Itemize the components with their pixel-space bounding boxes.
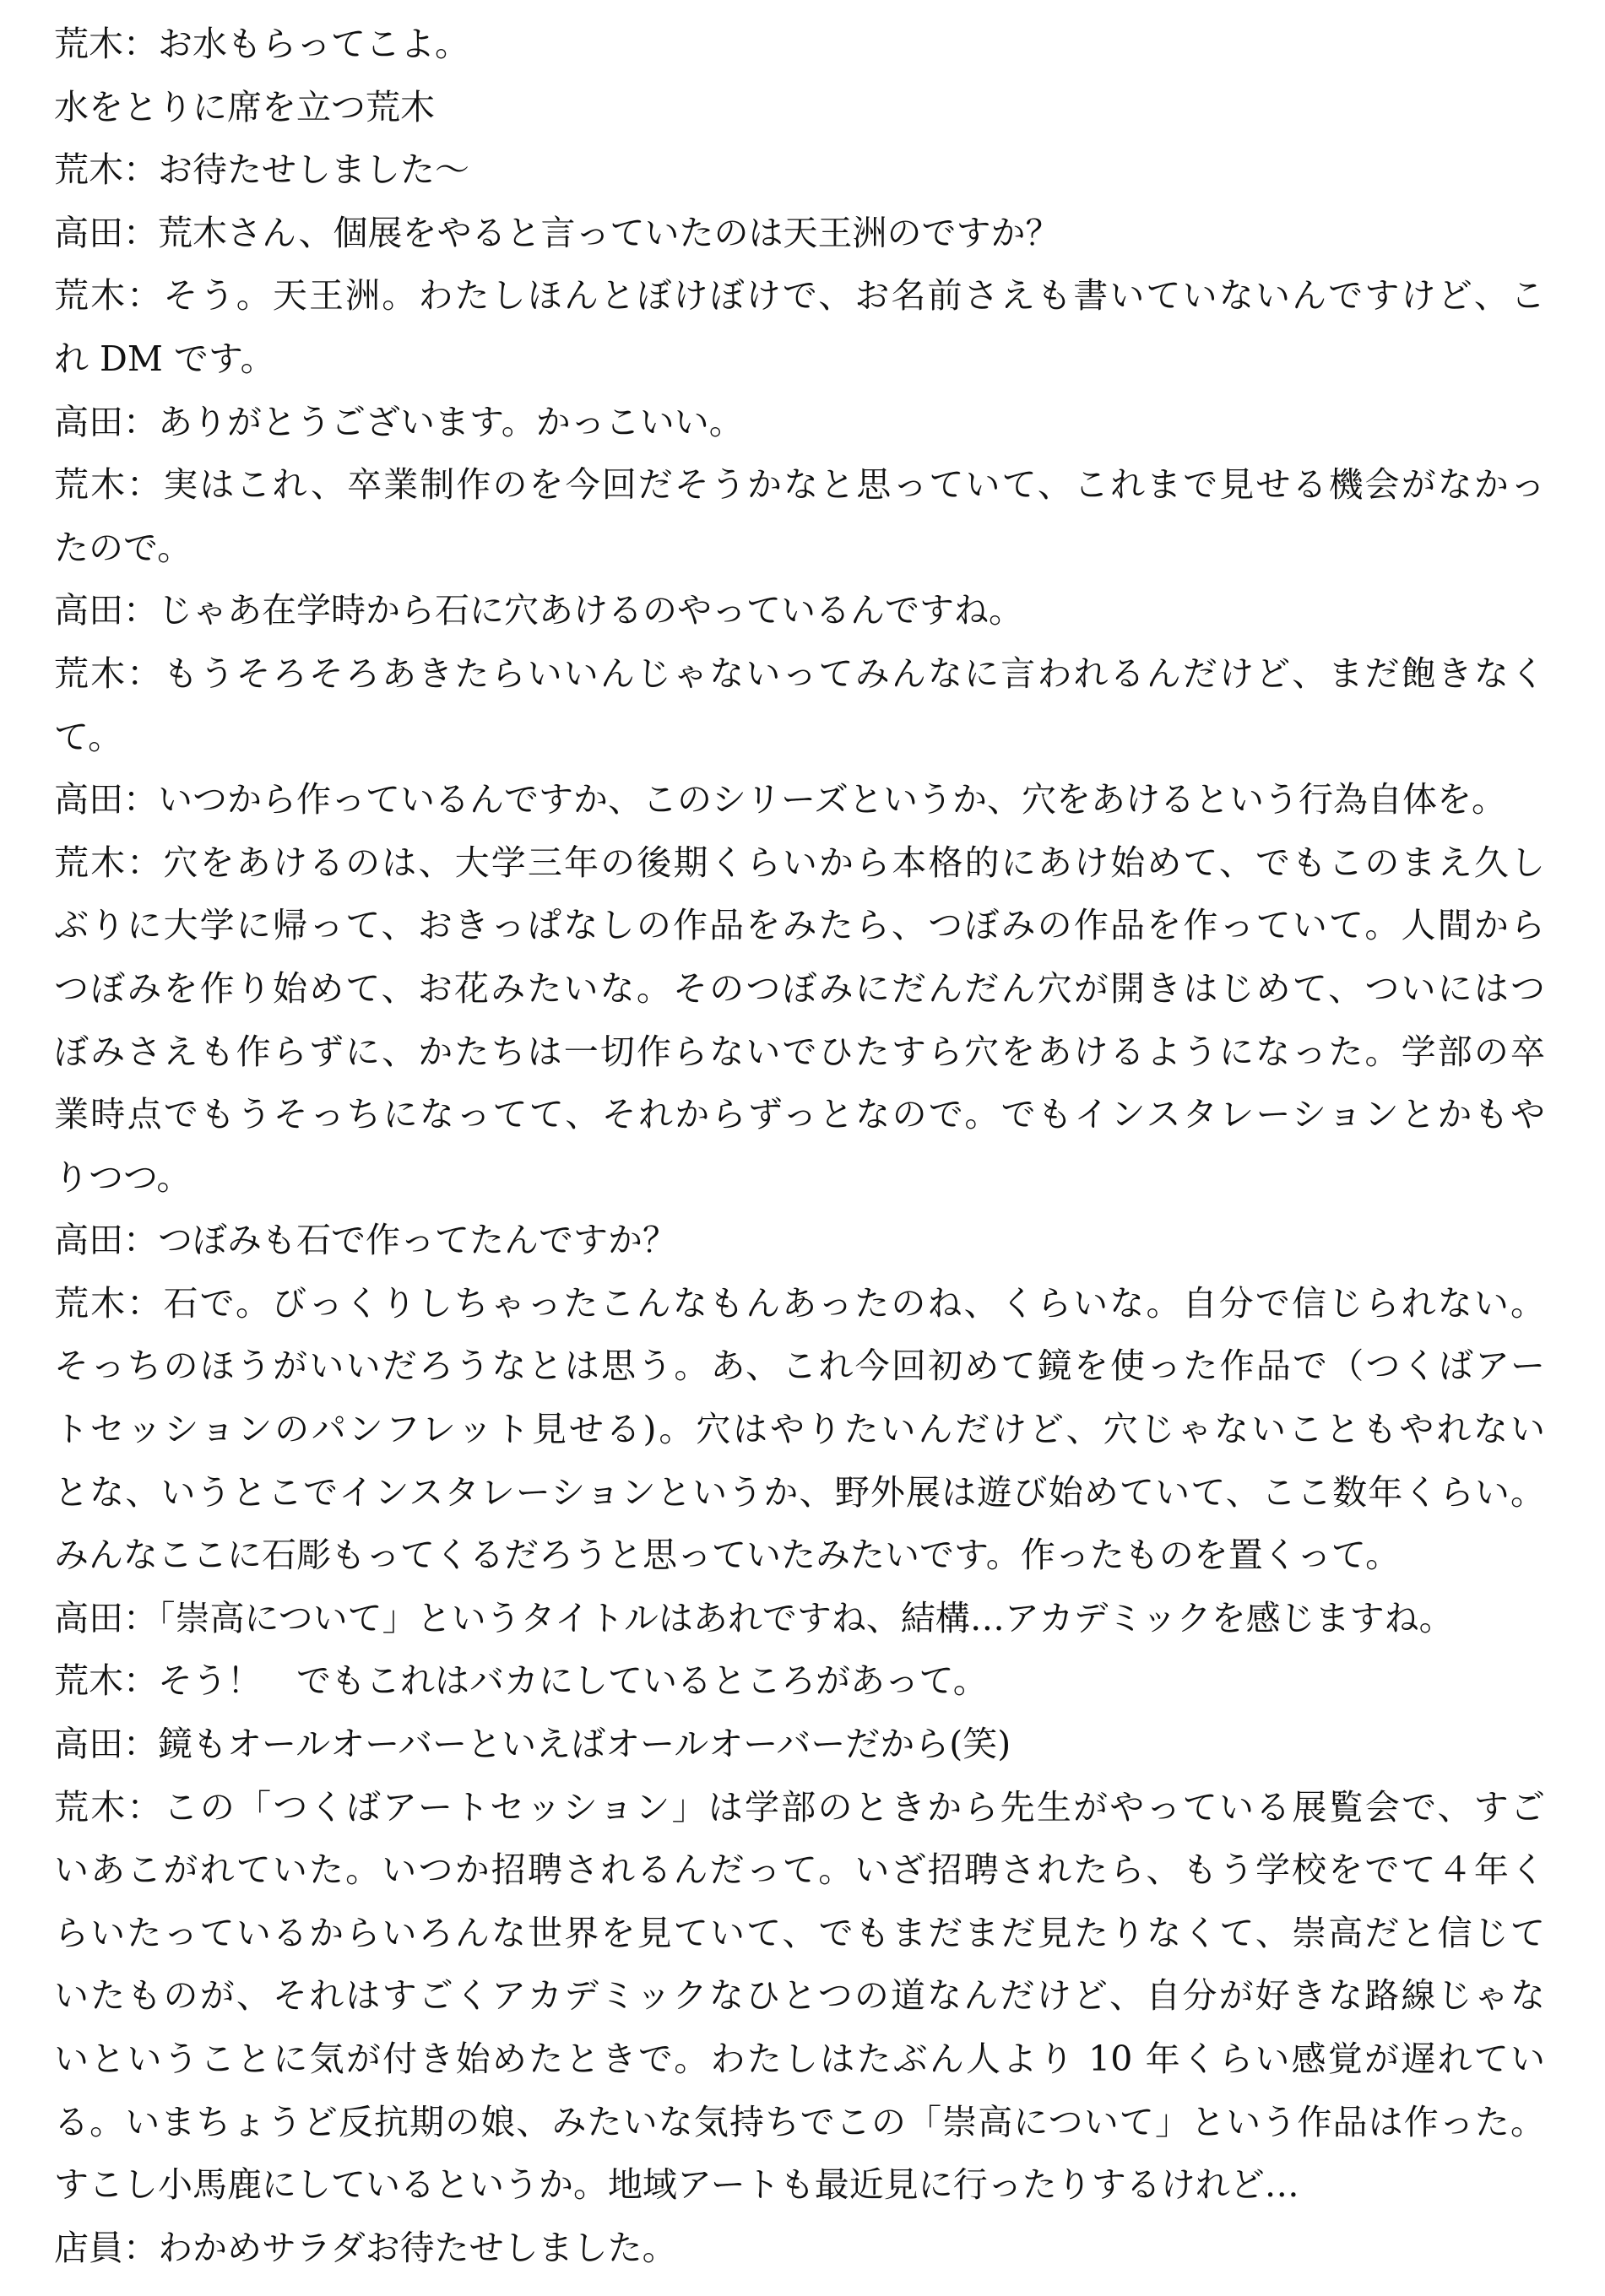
dialogue-paragraph [54,1776,1545,2217]
dialogue-line: いたものが、それはすごくアカデミックなひとつの道なんだけど、自分が好きな路線じゃな [54,1975,1545,2017]
dialogue-line: ぼみさえも作らずに、かたちは一切作らないでひたすら穴をあけるようになった。学部の卒 [54,1031,1545,1072]
dialogue-line: 高田：じゃあ在学時から石に穴あけるのやっているんですね。 [54,590,1023,631]
dialogue-line: つぼみを作り始めて、お花みたいな。そのつぼみにだんだん穴が開きはじめて、ついにはつ [54,967,1545,1009]
dialogue-paragraph [54,1713,1545,1776]
dialogue-line: 水をとりに席を立つ荒木 [54,86,435,127]
dialogue-line: 荒木：お水もらってこよ。 [54,24,469,64]
dialogue-line: 業時点でもうそっちになってて、それからずっとなので。でもインスタレーションとかもや [54,1094,1545,1135]
dialogue-line: 高田：つぼみも石で作ってたんですか？ [54,1220,677,1261]
dialogue-line: たので。 [54,527,192,568]
dialogue-line: いということに気が付き始めたときで。わたしはたぶん人より 10 年くらい感覚が遅れてい [54,2039,1545,2079]
dialogue-paragraph [54,768,1545,831]
dialogue-paragraph [54,138,1545,202]
dialogue-line: 高田：鏡もオールオーバーといえばオールオーバーだから(笑) [54,1724,1011,1765]
stage-direction [54,76,1545,139]
dialogue-paragraph [54,1272,1545,1587]
dialogue-line: 荒木：もうそろそろあきたらいいんじゃないってみんなに言われるんだけど、まだ飽きなく [54,653,1545,694]
dialogue-paragraph [54,579,1545,642]
dialogue-line: みんなここに石彫もってくるだろうと思っていたみたいです。作ったものを置くって。 [54,1535,1401,1576]
dialogue-line: 高田：ありがとうございます。かっこいい。 [54,401,744,442]
dialogue-line: いあこがれていた。いつか招聘されるんだって。いざ招聘されたら、もう学校をでて４年く [54,1849,1545,1891]
dialogue-line: る。いまちょうど反抗期の娘、みたいな気持ちでこの「崇高について」という作品は作った。 [54,2101,1545,2142]
dialogue-line: りつつ。 [54,1156,192,1198]
dialogue-line: 荒木：実はこれ、卒業制作のを今回だそうかなと思っていて、これまで見せる機会がなかっ [54,464,1545,506]
dialogue-line: とな、いうとこでインスタレーションというか、野外展は遊び始めていて、ここ数年くらい。 [54,1471,1545,1513]
dialogue-paragraph [54,13,1545,76]
dialogue-line: ぶりに大学に帰って、おきっぱなしの作品をみたら、つぼみの作品を作っていて。人間から [54,905,1545,946]
dialogue-paragraph [54,264,1545,390]
dialogue-paragraph [54,1209,1545,1272]
dialogue-line: らいたっているからいろんな世界を見ていて、でもまだまだ見たりなくて、崇高だと信じて [54,1912,1545,1953]
dialogue-paragraph [54,391,1545,454]
dialogue-paragraph [54,202,1545,265]
dialogue-line: 荒木：この「つくばアートセッション」は学部のときから先生がやっている展覧会で、すご [54,1786,1545,1828]
dialogue-paragraph [54,453,1545,579]
dialogue-line: 高田：荒木さん、個展をやると言っていたのは天王洲のですか？ [54,212,1060,253]
dialogue-line: 高田：いつから作っているんですか、このシリーズというか、穴をあけるという行為自体を。 [54,779,1506,820]
dialogue-line: 荒木：穴をあけるのは、大学三年の後期くらいから本格的にあけ始めて、でもこのまえ久し [54,842,1545,883]
dialogue-paragraph [54,1587,1545,1650]
dialogue-paragraph [54,2217,1545,2280]
dialogue-line: 荒木：そう。天王洲。わたしほんとぼけぼけで、お名前さえも書いていないんですけど、こ [54,275,1545,317]
dialogue-line: すこし小馬鹿にしているというか。地域アートも最近見に行ったりするけれど… [54,2164,1299,2206]
dialogue-line: 店員：わかめサラダお待たせしました。 [54,2227,677,2268]
dialogue-line: トセッションのパンフレット見せる)。穴はやりたいんだけど、穴じゃないこともやれない [54,1409,1545,1450]
dialogue-paragraph [54,831,1545,1210]
dialogue-line: て。 [54,716,123,757]
dialogue-line: そっちのほうがいいだろうなとは思う。あ、これ今回初めて鏡を使った作品で（つくばアー [54,1346,1545,1387]
dialogue-line: 荒木：そう！ でもこれはバカにしているところがあって。 [54,1660,988,1702]
transcript-page [54,13,1545,2279]
dialogue-line: 荒木：お待たせしました〜 [54,149,469,191]
dialogue-line: 高田：「崇高について」というタイトルはあれですね、結構…アカデミックを感じますね。 [54,1597,1454,1638]
dialogue-line: 荒木：石で。びっくりしちゃったこんなもんあったのね、くらいな。自分で信じられない。 [54,1282,1545,1324]
dialogue-line: れ DM です。 [54,338,275,379]
dialogue-paragraph [54,1649,1545,1713]
dialogue-paragraph [54,642,1545,768]
